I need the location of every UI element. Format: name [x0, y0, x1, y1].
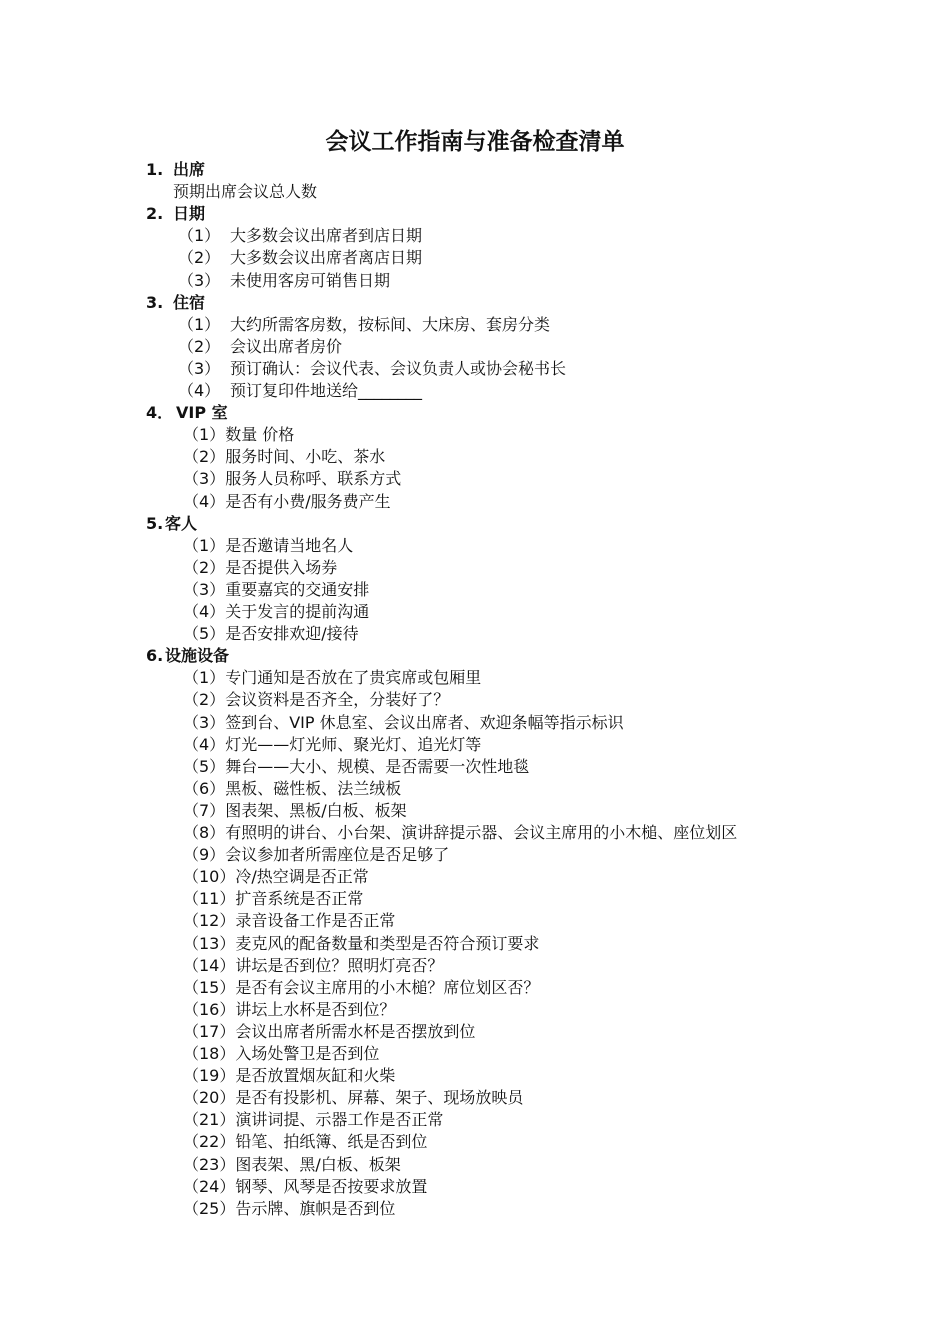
section-title: 住宿: [173, 292, 206, 312]
item-text: 大多数会议出席者离店日期: [230, 248, 423, 268]
list-item: [178, 314, 550, 336]
list-item: [183, 977, 539, 999]
list-item: [183, 910, 395, 932]
list-item: [178, 270, 390, 292]
item-number: （7）: [183, 800, 226, 820]
item-number: （4）: [183, 734, 226, 754]
item-number: （5）: [183, 624, 226, 644]
item-number: （25）: [183, 1198, 236, 1218]
list-item: [183, 999, 395, 1021]
list-item: [178, 336, 342, 358]
item-number: （17）: [183, 1021, 236, 1041]
list-item: [183, 424, 294, 446]
item-number: （4）: [178, 381, 221, 400]
document-title: 会议工作指南与准备检查清单: [325, 129, 625, 155]
item-number: （2）: [183, 557, 226, 577]
list-item: [183, 446, 385, 468]
item-text: 扩音系统是否正常: [235, 889, 364, 909]
item-text: 黑板、磁性板、法兰绒板: [225, 778, 402, 798]
item-text: 讲坛是否到位？照明灯亮否？: [235, 955, 444, 975]
item-number: （2）: [183, 447, 226, 467]
item-text: 重要嘉宾的交通安排: [225, 579, 370, 599]
item-text: 服务时间、小吃、茶水: [225, 447, 386, 467]
list-item: [183, 712, 624, 734]
list-item: [183, 778, 401, 800]
list-item: [183, 579, 369, 601]
section-title: VIP 室: [176, 403, 228, 423]
section-title: 出席: [173, 160, 206, 179]
list-item: [183, 822, 737, 844]
section-title: 客人: [165, 513, 198, 533]
section-heading: [146, 203, 205, 225]
item-number: （3）: [178, 270, 221, 290]
item-text: 是否放置烟灰缸和火柴: [235, 1066, 396, 1086]
item-text: 告示牌、旗帜是否到位: [235, 1198, 396, 1218]
list-item: [183, 756, 529, 778]
item-number: （1）: [183, 535, 226, 555]
item-text: 大多数会议出席者到店日期: [230, 226, 423, 246]
list-item: [183, 800, 407, 822]
item-text: 预订确认：会议代表、会议负责人或协会秘书长: [230, 358, 567, 378]
item-number: （6）: [183, 778, 226, 798]
item-text: 签到台、VIP 休息室、会议出席者、欢迎条幅等指示标识: [225, 712, 624, 732]
section-title: 设施设备: [165, 646, 230, 666]
item-text: 是否有小费/服务费产生: [225, 491, 391, 511]
section-heading: [146, 402, 228, 424]
list-item: [183, 1087, 523, 1109]
item-text: 铅笔、拍纸簿、纸是否到位: [235, 1132, 428, 1152]
item-number: （5）: [183, 756, 226, 776]
section-number: 6.: [146, 646, 164, 666]
item-number: （3）: [183, 712, 226, 732]
item-text: 未使用客房可销售日期: [230, 270, 391, 290]
item-number: （1）: [183, 425, 226, 445]
item-number: （1）: [183, 668, 226, 688]
item-text: 灯光——灯光师、聚光灯、追光灯等: [225, 734, 482, 754]
item-number: （10）: [183, 867, 236, 887]
list-item: [183, 1021, 475, 1043]
item-text: 图表架、黑板/白板、板架: [225, 800, 407, 820]
item-text: 是否有会议主席用的小木槌？席位划区否？: [235, 977, 540, 997]
item-number: （18）: [183, 1044, 236, 1063]
item-text: 会议出席者房价: [230, 336, 343, 356]
item-text: 是否提供入场券: [225, 557, 338, 577]
section-text: 预期出席会议总人数: [173, 182, 318, 202]
section-heading: [146, 645, 229, 667]
item-number: （3）: [183, 579, 226, 599]
item-text: 服务人员称呼、联系方式: [225, 469, 402, 489]
list-item: [183, 888, 363, 910]
item-number: （1）: [178, 314, 221, 334]
item-text: 录音设备工作是否正常: [235, 911, 396, 931]
section-number: 1.: [146, 160, 164, 179]
item-number: （20）: [183, 1088, 236, 1108]
list-item: [183, 1065, 395, 1087]
item-text: 入场处警卫是否到位: [235, 1044, 380, 1063]
list-item: [178, 358, 566, 380]
item-number: （15）: [183, 977, 236, 997]
list-item: [178, 380, 422, 402]
section-number: 2.: [146, 204, 164, 224]
item-text: 是否安排欢迎/接待: [225, 624, 359, 644]
item-text: 麦克风的配备数量和类型是否符合预订要求: [235, 933, 540, 953]
item-number: （2）: [178, 248, 221, 268]
item-number: （8）: [183, 823, 226, 842]
item-number: （4）: [183, 602, 226, 621]
item-number: （4）: [183, 491, 226, 511]
item-number: （9）: [183, 845, 226, 865]
item-number: （11）: [183, 889, 236, 909]
list-item: [178, 225, 422, 247]
section-heading: [146, 292, 205, 314]
item-text: 舞台——大小、规模、是否需要一次性地毯: [225, 756, 530, 776]
item-text: 大约所需客房数，按标间、大床房、套房分类: [230, 314, 551, 334]
item-number: （16）: [183, 999, 236, 1019]
item-number: （2）: [178, 336, 221, 356]
item-number: （21）: [183, 1110, 236, 1130]
item-number: （14）: [183, 955, 236, 975]
item-text: 会议出席者所需水杯是否摆放到位: [235, 1021, 476, 1041]
item-text: 钢琴、风琴是否按要求放置: [235, 1176, 428, 1196]
list-item: [183, 955, 443, 977]
list-item: [183, 844, 449, 866]
list-item: [183, 557, 337, 579]
section-number: 3.: [146, 292, 164, 312]
item-text: 是否有投影机、屏幕、架子、现场放映员: [235, 1088, 524, 1108]
item-text: 讲坛上水杯是否到位？: [235, 999, 396, 1019]
item-text: 有照明的讲台、小台架、演讲辞提示器、会议主席用的小木槌、座位划区: [225, 823, 738, 842]
list-item: [183, 1043, 379, 1065]
item-number: （22）: [183, 1132, 236, 1152]
list-item: [183, 468, 401, 490]
item-number: （24）: [183, 1176, 236, 1196]
list-item: [183, 933, 539, 955]
item-text: 图表架、黑/白板、板架: [235, 1154, 401, 1174]
item-number: （3）: [183, 469, 226, 489]
item-number: （2）: [183, 690, 226, 710]
section-title: 日期: [173, 204, 206, 224]
list-item: [183, 491, 391, 513]
item-number: （12）: [183, 911, 236, 931]
list-item: [183, 1131, 427, 1153]
item-number: （13）: [183, 933, 236, 953]
list-item: [183, 623, 359, 645]
item-text: 预订复印件地送给________: [230, 381, 423, 400]
list-item: [183, 667, 481, 689]
list-item: [183, 1154, 401, 1176]
list-item: [183, 1176, 427, 1198]
list-item: [183, 1198, 395, 1220]
item-number: （23）: [183, 1154, 236, 1174]
item-text: 是否邀请当地名人: [225, 535, 354, 555]
list-item: [183, 535, 353, 557]
list-item: [183, 1109, 443, 1131]
list-item: [183, 601, 369, 623]
list-item: [183, 866, 369, 888]
item-text: 演讲词提、示器工作是否正常: [235, 1110, 444, 1130]
item-text: 会议参加者所需座位是否足够了: [225, 845, 450, 865]
item-number: （3）: [178, 358, 221, 378]
item-number: （19）: [183, 1066, 236, 1086]
section-number: 4．: [146, 403, 174, 423]
section-number: 5.: [146, 513, 164, 533]
item-text: 数量 价格: [225, 425, 295, 445]
section-heading: [146, 159, 205, 181]
item-number: （1）: [178, 226, 221, 246]
list-item: [183, 734, 481, 756]
item-text: 关于发言的提前沟通: [225, 602, 370, 621]
item-text: 冷/热空调是否正常: [235, 867, 369, 887]
list-item: [178, 247, 422, 269]
section-heading: [146, 513, 197, 535]
list-item: [183, 689, 449, 711]
item-text: 会议资料是否齐全，分装好了？: [225, 690, 450, 710]
item-text: 专门通知是否放在了贵宾席或包厢里: [225, 668, 482, 688]
